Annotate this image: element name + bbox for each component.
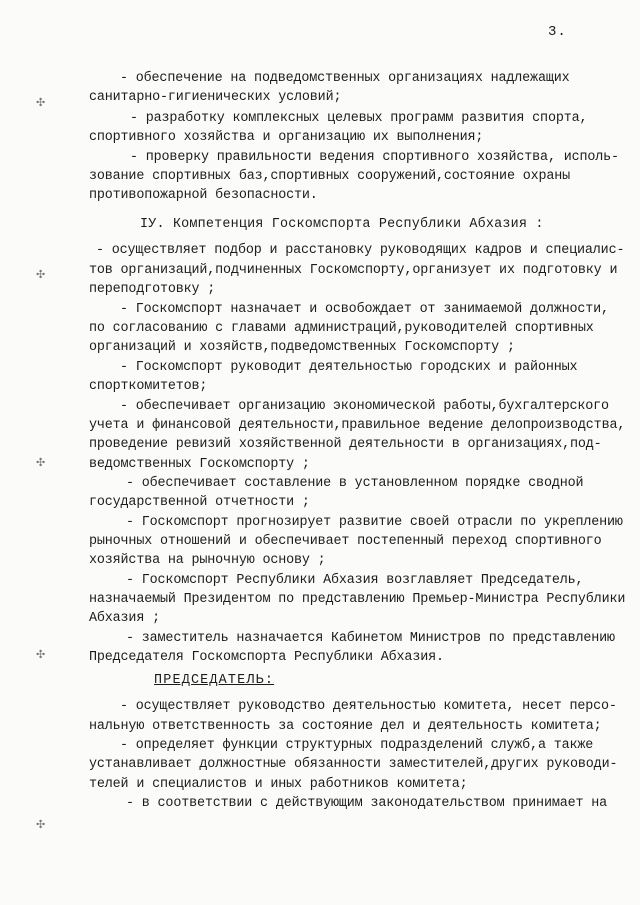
- margin-mark: ✣: [36, 96, 46, 109]
- text-line: нальную ответственность за состояние дел и деятельность комитета;: [89, 719, 602, 734]
- text-line: - осуществляет руководство деятельностью комитета, несет персо-: [120, 699, 617, 714]
- margin-mark: ✣: [36, 456, 46, 469]
- text-line: телей и специалистов и иных работников комитета;: [89, 777, 468, 792]
- text-line: спорткомитетов;: [89, 379, 208, 394]
- page-number: 3.: [548, 24, 567, 40]
- text-line: - обеспечение на подведомственных организациях надлежащих: [120, 71, 570, 86]
- text-line: рыночных отношений и обеспечивает постепенный переход спортивного: [89, 534, 602, 549]
- text-line: - определяет функции структурных подразделений служб,а также: [120, 738, 594, 753]
- text-line: учета и финансовой деятельности,правильное ведение делопроизводства,: [89, 418, 626, 433]
- text-line: санитарно-гигиенических условий;: [89, 90, 342, 105]
- text-line: противопожарной безопасности.: [89, 188, 318, 203]
- text-line: - Госкомспорт руководит деятельностью городских и районных: [120, 360, 578, 375]
- text-line: организаций и хозяйств,подведомственных Госкомспорту ;: [89, 340, 515, 355]
- text-line: устанавливает должностные обязанности заместителей,других руководи-: [89, 757, 618, 772]
- text-line: - разработку комплексных целевых программ развития спорта,: [130, 111, 588, 126]
- text-line: проведение ревизий хозяйственной деятельности в организациях,под-: [89, 437, 602, 452]
- chairman-heading: ПРЕДСЕДАТЕЛЬ:: [154, 673, 275, 688]
- text-line: спортивного хозяйства и организацию их выполнения;: [89, 130, 484, 145]
- text-line: - в соответствии с действующим законодательством принимает на: [126, 796, 608, 811]
- text-line: - Госкомспорт Республики Абхазия возглавляет Председатель,: [126, 573, 584, 588]
- text-line: тов организаций,подчиненных Госкомспорту,организует их подготовку и: [89, 263, 618, 278]
- text-line: - Госкомспорт назначает и освобождает от занимаемой должности,: [120, 302, 609, 317]
- text-line: хозяйства на рыночную основу ;: [89, 553, 326, 568]
- margin-mark: ✣: [36, 648, 46, 661]
- margin-mark: ✣: [36, 268, 46, 281]
- text-line: государственной отчетности ;: [89, 495, 310, 510]
- text-line: зование спортивных баз,спортивных сооружений,состояние охраны: [89, 169, 571, 184]
- text-line: - обеспечивает организацию экономической работы,бухгалтерского: [120, 399, 609, 414]
- text-line: по согласованию с главами администраций,руководителей спортивных: [89, 321, 594, 336]
- text-line: - осуществляет подбор и расстановку руководящих кадров и специалис-: [96, 243, 625, 258]
- text-line: - проверку правильности ведения спортивного хозяйства, исполь-: [130, 150, 619, 165]
- text-line: ведомственных Госкомспорту ;: [89, 457, 310, 472]
- margin-mark: ✣: [36, 818, 46, 831]
- text-line: Председателя Госкомспорта Республики Абхазия.: [89, 650, 444, 665]
- section-heading: IУ. Компетенция Госкомспорта Республики Абхазия :: [140, 217, 544, 232]
- text-line: переподготовку ;: [89, 282, 216, 297]
- text-line: назначаемый Президентом по представлению Премьер-Министра Республики: [89, 592, 626, 607]
- text-line: - заместитель назначается Кабинетом Министров по представлению: [126, 631, 615, 646]
- text-line: - Госкомспорт прогнозирует развитие своей отрасли по укреплению: [126, 515, 623, 530]
- text-line: Абхазия ;: [89, 611, 160, 626]
- text-line: - обеспечивает составление в установленном порядке сводной: [126, 476, 584, 491]
